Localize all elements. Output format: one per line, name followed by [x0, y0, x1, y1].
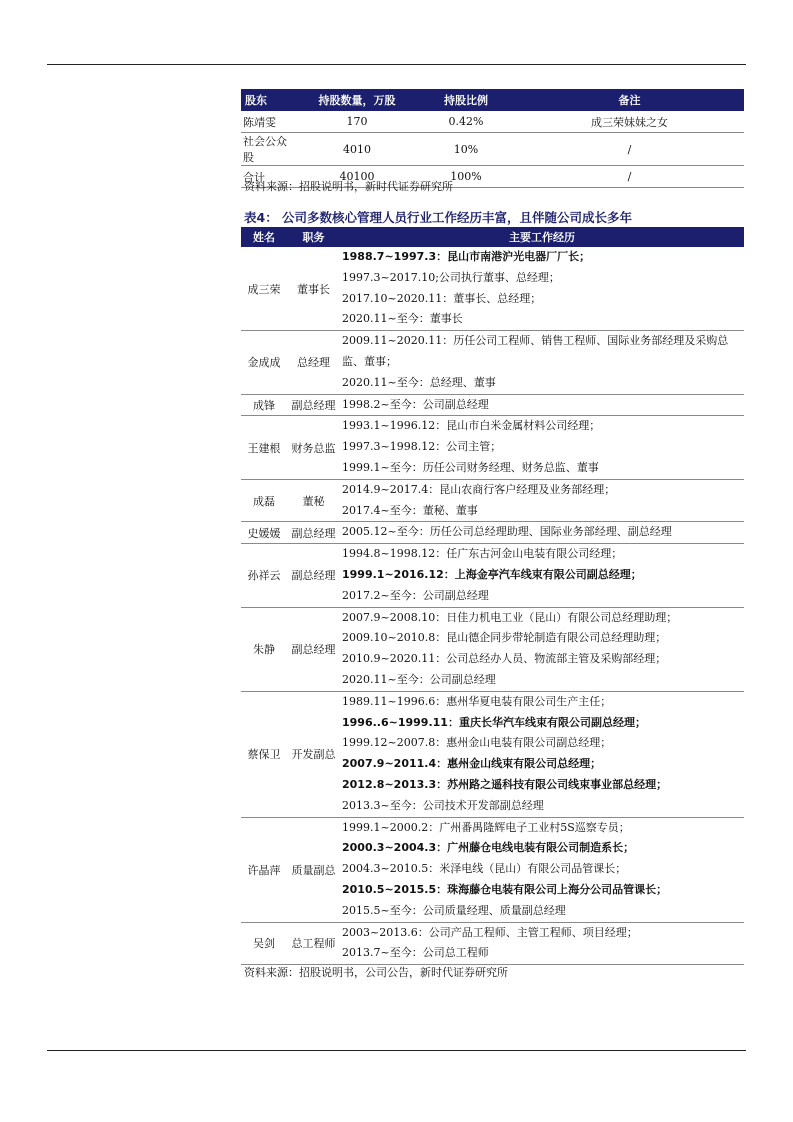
experience-line: 2020.11~至今：总经理、董事	[342, 375, 496, 389]
experience-line: 1999.1~2000.2：广州番禺隆辉电子工业村5S巡察专员；	[342, 820, 630, 834]
experience-line: 2014.9~2017.4：昆山农商行客户经理及业务部经理；	[342, 482, 616, 496]
experience-cell	[340, 607, 744, 691]
experience-line: 2015.5~至今：公司质量经理、质量副总经理	[342, 903, 566, 917]
experience-line: 2013.3~至今：公司技术开发部副总经理	[342, 798, 544, 812]
header-cell: 主要工作经历	[340, 227, 744, 247]
table-row	[241, 691, 744, 817]
header-cell: 备注	[515, 89, 744, 111]
table-cell: 10%	[417, 133, 515, 166]
person-name: 许晶萍	[241, 817, 287, 922]
management-table	[241, 227, 744, 965]
experience-line: 2000.3~2004.3：广州藤仓电线电装有限公司制造系长；	[342, 841, 635, 855]
experience-line: 1993.1~1996.12：昆山市白米金属材料公司经理；	[342, 419, 601, 433]
shareholder-table	[241, 89, 744, 188]
header-cell: 持股数量，万股	[297, 89, 417, 111]
shareholder-table-header	[241, 89, 744, 111]
experience-line: 2007.9~2008.10：日佳力机电工业（昆山）有限公司总经理助理；	[342, 610, 678, 624]
table-row	[241, 394, 744, 416]
table-cell: 0.42%	[417, 111, 515, 133]
table-cell: 社会公众股	[241, 133, 297, 166]
table-row	[241, 331, 744, 394]
person-role: 董事长	[287, 247, 340, 331]
person-role: 财务总监	[287, 416, 340, 479]
footer-rule	[47, 1050, 746, 1051]
table-row	[241, 247, 744, 331]
table-cell: 100%	[417, 166, 515, 188]
experience-line: 2012.8~2013.3：苏州路之遥科技有限公司线束事业部总经理；	[342, 777, 668, 791]
experience-cell	[340, 691, 744, 817]
person-name: 朱静	[241, 607, 287, 691]
experience-cell	[340, 479, 744, 522]
person-name: 吴剑	[241, 922, 287, 965]
experience-line: 2017.10~2020.11：董事长、总经理；	[342, 291, 542, 305]
experience-line: 1999.1~2016.12：上海金亭汽车线束有限公司副总经理；	[342, 567, 642, 581]
table-cell: /	[515, 133, 744, 166]
experience-cell	[340, 394, 744, 416]
experience-line: 2020.11~至今：董事长	[342, 312, 463, 326]
table-row	[241, 111, 744, 133]
table-cell: 合计	[241, 166, 297, 188]
experience-cell	[340, 331, 744, 394]
experience-line: 2005.12~至今：历任公司总经理助理、国际业务部经理、副总经理	[342, 525, 672, 539]
person-name: 金成成	[241, 331, 287, 394]
experience-cell	[340, 522, 744, 544]
table-row	[241, 817, 744, 922]
person-name: 成锋	[241, 394, 287, 416]
header-cell: 姓名	[241, 227, 287, 247]
header-rule	[47, 64, 746, 65]
table-row	[241, 607, 744, 691]
experience-line: 1999.12~2007.8：惠州金山电装有限公司副总经理；	[342, 736, 612, 750]
table-cell: 成三荣妹妹之女	[515, 111, 744, 133]
person-name: 蔡保卫	[241, 691, 287, 817]
table-cell: /	[515, 166, 744, 188]
person-name: 史媛媛	[241, 522, 287, 544]
person-role: 副总经理	[287, 607, 340, 691]
experience-line: 1988.7~1997.3：昆山市南港沪光电器厂厂长；	[342, 250, 591, 263]
person-role: 总经理	[287, 331, 340, 394]
person-name: 成三荣	[241, 247, 287, 331]
table-cell: 40100	[297, 166, 417, 188]
person-name: 王建根	[241, 416, 287, 479]
experience-cell	[340, 922, 744, 965]
experience-line: 2004.3~2010.5：米泽电线（昆山）有限公司品管课长；	[342, 862, 627, 876]
experience-line: 1998.2~至今：公司副总经理	[342, 397, 489, 411]
person-name: 孙祥云	[241, 544, 287, 607]
experience-line: 2017.4~至今：董秘、董事	[342, 503, 478, 517]
experience-line: 2013.7~至今：公司总工程师	[342, 946, 489, 960]
person-role: 董秘	[287, 479, 340, 522]
experience-line: 1994.8~1998.12：任广东古河金山电装有限公司经理；	[342, 547, 623, 561]
header-cell: 股东	[241, 89, 297, 111]
header-cell: 持股比例	[417, 89, 515, 111]
experience-line: 1999.1~至今：历任公司财务经理、财务总监、董事	[342, 460, 599, 474]
experience-line: 2009.10~2010.8：昆山德企同步带轮制造有限公司总经理助理；	[342, 631, 667, 645]
experience-cell	[340, 544, 744, 607]
experience-line: 2010.5~2015.5：珠海藤仓电装有限公司上海分公司品管课长；	[342, 882, 668, 896]
table-row	[241, 544, 744, 607]
experience-cell	[340, 817, 744, 922]
table-cell: 陈靖雯	[241, 111, 297, 133]
experience-line: 1989.11~1996.6：惠州华夏电装有限公司生产主任；	[342, 694, 612, 708]
table-row	[241, 922, 744, 965]
experience-line: 2010.9~2020.11：公司总经办人员、物流部主管及采购部经理；	[342, 652, 667, 666]
experience-line: 2020.11~至今：公司副总经理	[342, 672, 496, 686]
table-cell: 4010	[297, 133, 417, 166]
experience-cell	[340, 247, 744, 331]
table-row	[241, 522, 744, 544]
experience-line: 1996..6~1999.11：重庆长华汽车线束有限公司副总经理；	[342, 715, 646, 729]
header-cell: 职务	[287, 227, 340, 247]
table-row	[241, 479, 744, 522]
experience-cell	[340, 416, 744, 479]
source-note: 资料来源：招股说明书，新时代证券研究所	[244, 180, 453, 193]
person-role: 质量副总	[287, 817, 340, 922]
management-table-header	[241, 227, 744, 247]
person-role: 总工程师	[287, 922, 340, 965]
experience-line: 1997.3~1998.12：公司主管；	[342, 440, 502, 454]
experience-line: 2009.11~2020.11：历任公司工程师、销售工程师、国际业务部经理及采购总监、董事；	[342, 334, 729, 368]
person-name: 成磊	[241, 479, 287, 522]
table-cell: 170	[297, 111, 417, 133]
experience-line: 2007.9~2011.4：惠州金山线束有限公司总经理；	[342, 757, 602, 771]
experience-line: 2003~2013.6：公司产品工程师、主管工程师、项目经理；	[342, 925, 638, 939]
table-row	[241, 133, 744, 166]
table-row	[241, 416, 744, 479]
experience-line: 1997.3~2017.10;公司执行董事、总经理；	[342, 270, 560, 284]
experience-line: 2017.2~至今：公司副总经理	[342, 588, 489, 602]
source-note: 资料来源：招股说明书，公司公告，新时代证券研究所	[244, 966, 508, 979]
person-role: 副总经理	[287, 522, 340, 544]
person-role: 副总经理	[287, 394, 340, 416]
table-title: 表4： 公司多数核心管理人员行业工作经历丰富，且伴随公司成长多年	[244, 210, 633, 225]
person-role: 开发副总	[287, 691, 340, 817]
person-role: 副总经理	[287, 544, 340, 607]
